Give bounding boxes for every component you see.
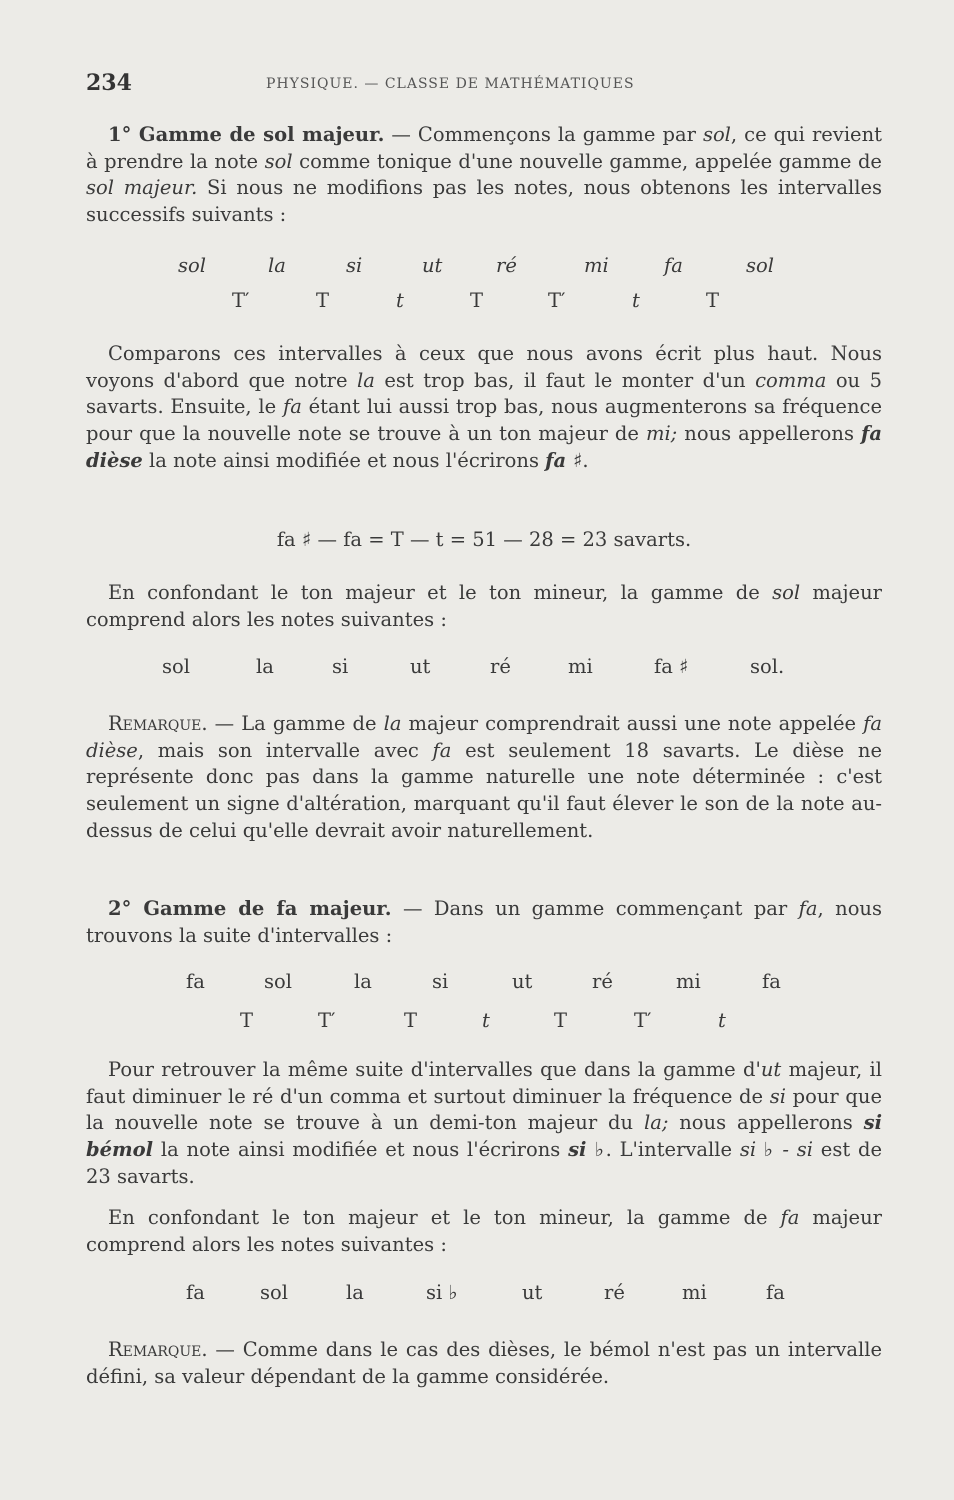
note: fa bbox=[762, 970, 781, 993]
section-2-heading: 2° Gamme de fa majeur. bbox=[108, 897, 392, 920]
note: sol bbox=[746, 254, 774, 277]
equation: fa ♯ — fa = T — t = 51 — 28 = 23 savarts. bbox=[276, 528, 692, 551]
scale-1-notes bbox=[0, 254, 954, 280]
note: mi bbox=[682, 1281, 707, 1304]
note: fa ♯ bbox=[654, 655, 689, 678]
note: la bbox=[346, 1281, 364, 1304]
interval: t bbox=[632, 289, 640, 312]
section-2-paragraph: 2° Gamme de fa majeur. — Dans un gamme commençant par fa, nous trouvons la suite d'intervalles : bbox=[86, 897, 882, 947]
remark-2: Remarque. — Comme dans le cas des dièses, le bémol n'est pas un intervalle défini, sa valeur dépendant de la gamme considérée. bbox=[86, 1338, 882, 1388]
note: la bbox=[354, 970, 372, 993]
interval: T bbox=[470, 289, 484, 312]
note: ut bbox=[512, 970, 533, 993]
interval: T′ bbox=[634, 1009, 652, 1032]
scale-4-notes bbox=[0, 1281, 954, 1307]
note: ut bbox=[422, 254, 443, 277]
remark-label: Remarque. bbox=[108, 712, 208, 735]
note: ré bbox=[490, 655, 511, 678]
note: la bbox=[268, 254, 286, 277]
note: ut bbox=[522, 1281, 543, 1304]
scale-2-notes bbox=[0, 655, 954, 681]
note: fa bbox=[186, 1281, 205, 1304]
fa-major-paragraph: En confondant le ton majeur et le ton mineur, la gamme de fa majeur comprend alors les notes suivantes : bbox=[86, 1206, 882, 1256]
flat-paragraph: Pour retrouver la même suite d'intervalles que dans la gamme d'ut majeur, il faut diminuer le ré d'un comma et surtout diminuer la fréquence de si pour que la nouvelle note se trouve à un demi-ton majeur du la; nous appellerons si bémol la note ainsi modifiée et nous l'écrirons si ♭. L'intervalle si ♭ - si est de 23 savarts. bbox=[86, 1058, 882, 1188]
interval: t bbox=[482, 1009, 490, 1032]
note: sol bbox=[264, 970, 292, 993]
note: ré bbox=[496, 254, 517, 277]
note: sol. bbox=[750, 655, 785, 678]
interval: T bbox=[706, 289, 720, 312]
scale-3-notes bbox=[0, 970, 954, 996]
note: sol bbox=[162, 655, 190, 678]
note: ré bbox=[604, 1281, 625, 1304]
section-1-paragraph: 1° Gamme de sol majeur. — Commençons la gamme par sol, ce qui revient à prendre la note sol comme tonique d'une nouvelle gamme, appelée gamme de sol majeur. Si nous ne modifions pas les notes, nous obtenons les intervalles successifs suivants : bbox=[86, 123, 882, 227]
page-number: 234 bbox=[86, 70, 132, 96]
note: mi bbox=[568, 655, 593, 678]
interval: T′ bbox=[232, 289, 250, 312]
note: mi bbox=[584, 254, 609, 277]
note: ut bbox=[410, 655, 431, 678]
note: mi bbox=[676, 970, 701, 993]
interval: T bbox=[554, 1009, 568, 1032]
page-header bbox=[86, 70, 882, 100]
interval: T bbox=[404, 1009, 418, 1032]
note: fa bbox=[186, 970, 205, 993]
sol-major-paragraph: En confondant le ton majeur et le ton mineur, la gamme de sol majeur comprend alors les notes suivantes : bbox=[86, 581, 882, 631]
interval: T′ bbox=[548, 289, 566, 312]
scale-3-intervals bbox=[0, 1009, 954, 1035]
running-title: PHYSIQUE. — CLASSE DE MATHÉMATIQUES bbox=[266, 76, 635, 92]
interval: T′ bbox=[318, 1009, 336, 1032]
note: ré bbox=[592, 970, 613, 993]
note: si ♭ bbox=[426, 1281, 458, 1304]
interval: T bbox=[240, 1009, 254, 1032]
scale-1-intervals bbox=[0, 289, 954, 315]
interval: T bbox=[316, 289, 330, 312]
interval: t bbox=[718, 1009, 726, 1032]
section-1-heading: 1° Gamme de sol majeur. bbox=[108, 123, 385, 146]
note: la bbox=[256, 655, 274, 678]
comparison-paragraph: Comparons ces intervalles à ceux que nous avons écrit plus haut. Nous voyons d'abord que notre la est trop bas, il faut le monter d'un comma ou 5 savarts. Ensuite, le fa étant lui aussi trop bas, nous augmenterons sa fréquence pour que la nouvelle note se trouve à un ton majeur de mi; nous appellerons fa dièse la note ainsi modifiée et nous l'écrirons fa ♯. bbox=[86, 342, 882, 472]
interval: t bbox=[396, 289, 404, 312]
note: si bbox=[332, 655, 349, 678]
note: fa bbox=[664, 254, 683, 277]
note: fa bbox=[766, 1281, 785, 1304]
remark-1: Remarque. — La gamme de la majeur comprendrait aussi une note appelée fa dièse, mais son intervalle avec fa est seulement 18 savarts. Le dièse ne représente donc pas dans la gamme naturelle une note déterminée : c'est seulement un signe d'altération, marquant qu'il faut élever le son de la note au-dessus de celui qu'elle devrait avoir naturellement. bbox=[86, 712, 882, 842]
remark-label: Remarque. bbox=[108, 1338, 208, 1361]
note: sol bbox=[260, 1281, 288, 1304]
note: sol bbox=[178, 254, 206, 277]
note: si bbox=[346, 254, 363, 277]
note: si bbox=[432, 970, 449, 993]
